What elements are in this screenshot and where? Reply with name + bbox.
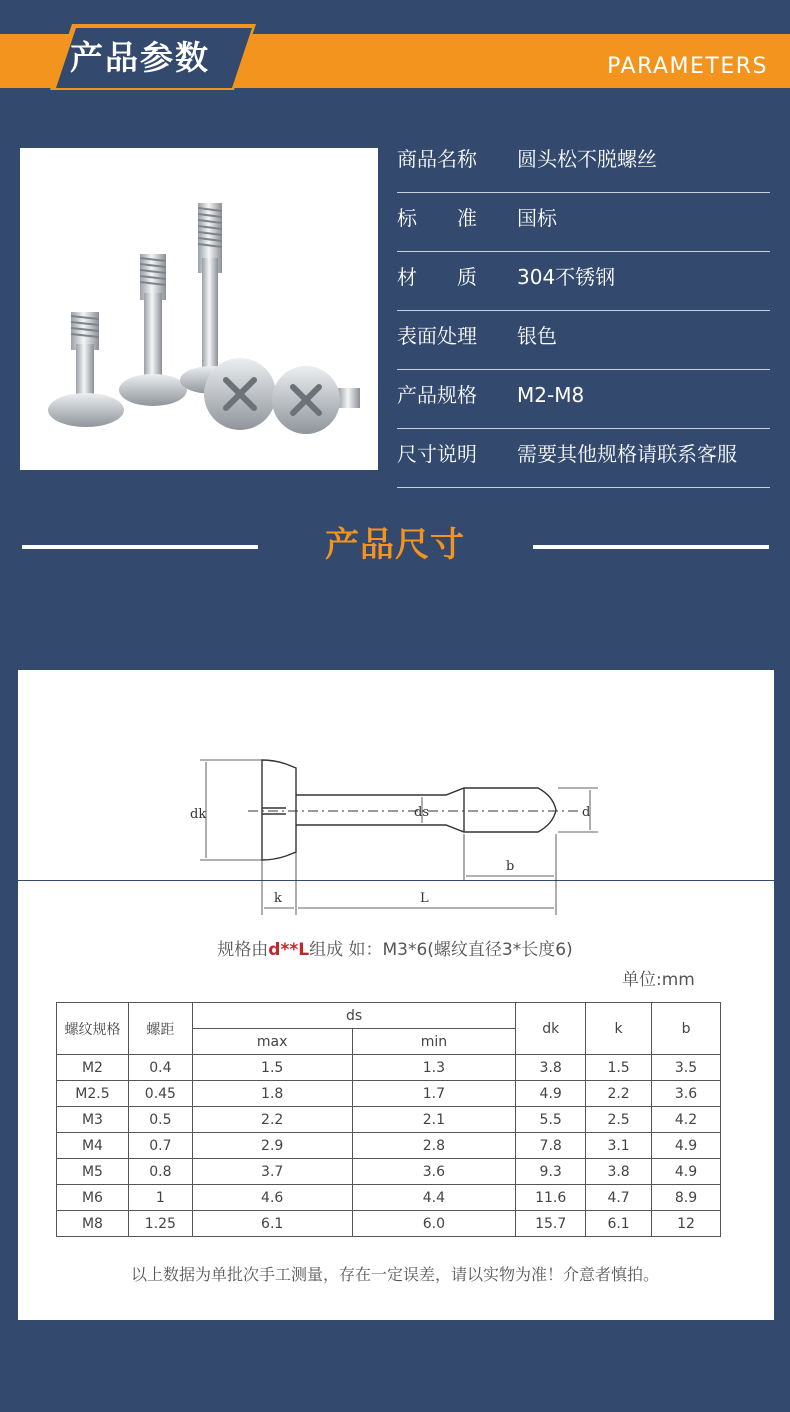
param-value: 国标 — [517, 206, 557, 230]
table-cell: 11.6 — [516, 1185, 586, 1211]
param-row — [397, 429, 770, 488]
param-row — [397, 370, 770, 429]
param-row — [397, 193, 770, 252]
table-row — [57, 1211, 721, 1237]
param-row — [397, 311, 770, 370]
param-label: 表面处理 — [397, 324, 477, 348]
table-row — [57, 1107, 721, 1133]
table-cell: 2.8 — [352, 1133, 516, 1159]
label-L: L — [420, 891, 429, 906]
table-cell: 0.8 — [128, 1159, 192, 1185]
table-cell: M6 — [57, 1185, 129, 1211]
table-cell: 2.2 — [192, 1107, 352, 1133]
param-label: 材 质 — [397, 265, 477, 289]
header-min: min — [352, 1029, 516, 1055]
table-cell: 3.7 — [192, 1159, 352, 1185]
table-cell: M4 — [57, 1133, 129, 1159]
table-cell: 6.1 — [586, 1211, 652, 1237]
table-cell: 3.6 — [652, 1081, 721, 1107]
table-cell: 3.5 — [652, 1055, 721, 1081]
table-cell: 1.5 — [192, 1055, 352, 1081]
table-cell: 0.5 — [128, 1107, 192, 1133]
param-row — [397, 134, 770, 193]
param-list — [397, 134, 770, 488]
table-row — [57, 1055, 721, 1081]
product-photo — [20, 148, 378, 470]
spec-formula — [0, 938, 790, 962]
table-cell: 12 — [652, 1211, 721, 1237]
param-label: 产品规格 — [397, 383, 477, 407]
table-cell: 4.9 — [652, 1159, 721, 1185]
param-value: 银色 — [517, 324, 557, 348]
table-cell: M5 — [57, 1159, 129, 1185]
header-k: k — [586, 1003, 652, 1055]
param-label: 尺寸说明 — [397, 442, 477, 466]
table-cell: 1.3 — [352, 1055, 516, 1081]
table-cell: 4.9 — [516, 1081, 586, 1107]
label-d: d — [582, 805, 591, 820]
screw-illustration — [20, 148, 378, 470]
param-label: 商品名称 — [397, 147, 477, 171]
table-cell: 7.8 — [516, 1133, 586, 1159]
table-cell: 3.6 — [352, 1159, 516, 1185]
param-row — [397, 252, 770, 311]
table-cell: 3.8 — [586, 1159, 652, 1185]
table-cell: 1.5 — [586, 1055, 652, 1081]
table-cell: 5.5 — [516, 1107, 586, 1133]
table-cell: 1.8 — [192, 1081, 352, 1107]
page-subtitle-en: PARAMETERS — [607, 54, 768, 79]
table-cell: 2.5 — [586, 1107, 652, 1133]
table-cell: 4.2 — [652, 1107, 721, 1133]
table-cell: 0.7 — [128, 1133, 192, 1159]
section-title: 产品尺寸 — [325, 525, 465, 565]
table-cell: M3 — [57, 1107, 129, 1133]
table-cell: 3.8 — [516, 1055, 586, 1081]
table-cell: 1.7 — [352, 1081, 516, 1107]
label-ds: ds — [414, 805, 429, 820]
formula-suffix: 组成 如：M3*6(螺纹直径3*长度6) — [309, 940, 573, 960]
header-pitch: 螺距 — [128, 1003, 192, 1055]
dimension-table — [56, 1002, 721, 1237]
header-thread: 螺纹规格 — [57, 1003, 129, 1055]
table-cell: 0.4 — [128, 1055, 192, 1081]
header-max: max — [192, 1029, 352, 1055]
table-cell: M2.5 — [57, 1081, 129, 1107]
label-k: k — [274, 891, 282, 906]
table-row — [57, 1159, 721, 1185]
table-cell: 4.9 — [652, 1133, 721, 1159]
param-label: 标 准 — [397, 206, 477, 230]
unit-label: 单位:mm — [622, 970, 695, 990]
table-row — [57, 1133, 721, 1159]
param-value: 圆头松不脱螺丝 — [517, 147, 657, 171]
label-dk: dk — [190, 807, 207, 822]
disclaimer-note: 以上数据为单批次手工测量，存在一定误差，请以实物为准！介意者慎拍。 — [130, 1265, 659, 1284]
param-value: 需要其他规格请联系客服 — [517, 442, 737, 466]
formula-highlight: d**L — [268, 940, 310, 960]
table-cell: 9.3 — [516, 1159, 586, 1185]
table-cell: 4.6 — [192, 1185, 352, 1211]
page-title: 产品参数 — [70, 38, 210, 77]
table-row — [57, 1185, 721, 1211]
formula-prefix: 规格由 — [217, 940, 269, 960]
label-b: b — [506, 859, 515, 874]
table-cell: 8.9 — [652, 1185, 721, 1211]
table-row — [57, 1081, 721, 1107]
table-cell: 3.1 — [586, 1133, 652, 1159]
table-cell: 15.7 — [516, 1211, 586, 1237]
header-ds: ds — [192, 1003, 515, 1029]
table-cell: M8 — [57, 1211, 129, 1237]
header-dk: dk — [516, 1003, 586, 1055]
technical-drawing — [178, 740, 598, 920]
param-value: 304不锈钢 — [517, 265, 616, 289]
table-cell: 6.0 — [352, 1211, 516, 1237]
table-cell: 6.1 — [192, 1211, 352, 1237]
table-cell: 1.25 — [128, 1211, 192, 1237]
table-cell: 1 — [128, 1185, 192, 1211]
table-cell: 4.4 — [352, 1185, 516, 1211]
header-b: b — [652, 1003, 721, 1055]
table-cell: 0.45 — [128, 1081, 192, 1107]
table-cell: 2.9 — [192, 1133, 352, 1159]
table-cell: M2 — [57, 1055, 129, 1081]
table-cell: 2.2 — [586, 1081, 652, 1107]
param-value: M2-M8 — [517, 383, 585, 407]
table-cell: 4.7 — [586, 1185, 652, 1211]
table-cell: 2.1 — [352, 1107, 516, 1133]
